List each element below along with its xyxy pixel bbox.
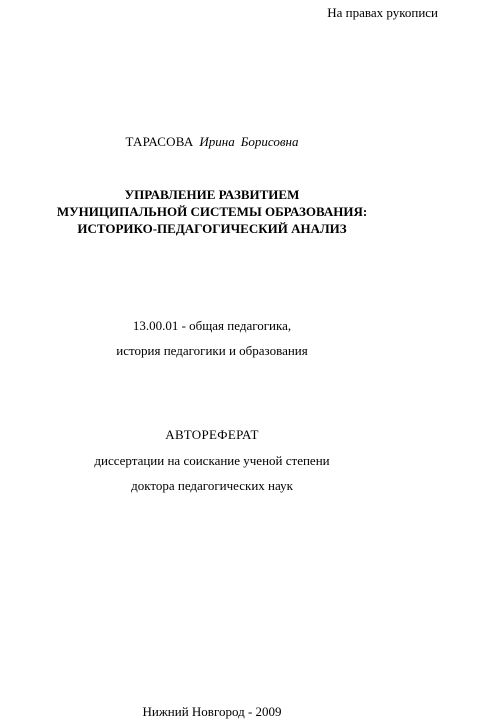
author-patronymic: Борисовна (240, 134, 299, 149)
document-type-heading: АВТОРЕФЕРАТ (165, 427, 259, 442)
rights-notice: На правах рукописи (327, 5, 438, 20)
title-line-1: УПРАВЛЕНИЕ РАЗВИТИЕМ (124, 187, 300, 202)
title-line-2: МУНИЦИПАЛЬНОЙ СИСТЕМЫ ОБРАЗОВАНИЯ: (56, 204, 368, 219)
document-type-line-2: доктора педагогических наук (131, 478, 293, 493)
specialty-name: история педагогики и образования (116, 343, 308, 358)
document-type-line-1: диссертации на соискание ученой степени (94, 453, 330, 468)
specialty-code: 13.00.01 - общая педагогика, (132, 318, 292, 333)
title-line-3: ИСТОРИКО-ПЕДАГОГИЧЕСКИЙ АНАЛИЗ (77, 221, 347, 236)
author-given-name: Ирина (199, 134, 235, 149)
author-name (0, 134, 424, 150)
author-surname: ТАРАСОВА (125, 134, 194, 149)
place-and-year: Нижний Новгород - 2009 (142, 704, 282, 719)
